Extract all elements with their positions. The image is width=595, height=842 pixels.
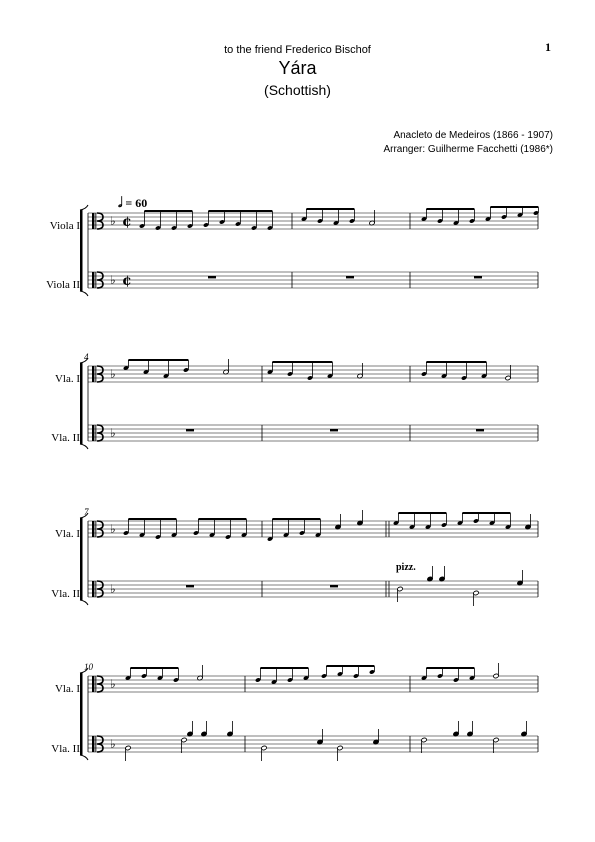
alto-clef-icon <box>92 272 94 288</box>
flat-sign-icon: ♭ <box>110 273 116 287</box>
arranger: Arranger: Guilherme Facchetti (1986*) <box>383 144 553 155</box>
instrument-label-viola-1-short: Vla. I <box>54 373 80 385</box>
whole-rest-icon <box>186 585 194 587</box>
pizzicato-marking: pizz. <box>396 562 416 573</box>
alto-clef-icon <box>95 521 96 537</box>
measure-number: 4 <box>84 352 89 362</box>
cut-time-icon: ¢ <box>122 214 132 230</box>
instrument-label-viola-2: Viola II <box>46 279 80 291</box>
alto-clef-icon <box>95 272 96 288</box>
system-bracket <box>80 205 88 210</box>
system-bracket <box>80 363 83 444</box>
whole-rest-icon <box>476 429 484 431</box>
alto-clef-icon <box>92 366 94 382</box>
system-bracket <box>80 444 88 449</box>
system-bracket <box>80 291 88 296</box>
whole-rest-icon <box>346 276 354 278</box>
alto-clef-icon <box>95 736 96 752</box>
whole-rest-icon <box>330 585 338 587</box>
dedication: to the friend Frederico Bischof <box>224 44 371 56</box>
tempo-value: = 60 <box>125 196 148 210</box>
whole-rest-icon <box>208 276 216 278</box>
system-bracket <box>80 358 88 363</box>
piece-subtitle: (Schottish) <box>264 82 331 98</box>
whole-rest-icon <box>330 429 338 431</box>
alto-clef-icon <box>92 425 94 441</box>
system-bracket <box>80 668 88 673</box>
whole-rest-icon <box>186 429 194 431</box>
page-number: 1 <box>545 40 551 54</box>
flat-sign-icon: ♭ <box>110 214 116 228</box>
instrument-label-viola-1-short: Vla. I <box>54 683 80 695</box>
measure-number: 7 <box>84 507 89 517</box>
system-bracket <box>80 518 83 600</box>
system-bracket <box>80 513 88 518</box>
instrument-label-viola-1: Viola I <box>49 220 80 232</box>
flat-sign-icon: ♭ <box>110 582 116 596</box>
flat-sign-icon: ♭ <box>110 677 116 691</box>
alto-clef-icon <box>95 676 96 692</box>
whole-rest-icon <box>474 276 482 278</box>
alto-clef-icon <box>92 213 94 229</box>
instrument-label-viola-1-short: Vla. I <box>54 528 80 540</box>
composer: Anacleto de Medeiros (1866 - 1907) <box>393 130 553 141</box>
system-bracket <box>80 755 88 760</box>
flat-sign-icon: ♭ <box>110 367 116 381</box>
alto-clef-icon <box>92 581 94 597</box>
flat-sign-icon: ♭ <box>110 426 116 440</box>
cut-time-icon: ¢ <box>122 273 132 289</box>
alto-clef-icon <box>95 366 96 382</box>
instrument-label-viola-2-short: Vla. II <box>51 588 80 600</box>
system-bracket <box>80 210 83 291</box>
half-note-icon: 𝅗𝅥 <box>118 196 123 211</box>
system-bracket <box>80 673 83 755</box>
alto-clef-icon <box>95 581 96 597</box>
alto-clef-icon <box>95 213 96 229</box>
flat-sign-icon: ♭ <box>110 522 116 536</box>
alto-clef-icon <box>95 425 96 441</box>
measure-number: 10 <box>84 662 93 672</box>
flat-sign-icon: ♭ <box>110 737 116 751</box>
alto-clef-icon <box>92 736 94 752</box>
instrument-label-viola-2-short: Vla. II <box>51 432 80 444</box>
piece-title: Yára <box>278 58 317 78</box>
alto-clef-icon <box>92 676 94 692</box>
instrument-label-viola-2-short: Vla. II <box>51 743 80 755</box>
system-bracket <box>80 600 88 605</box>
alto-clef-icon <box>92 521 94 537</box>
